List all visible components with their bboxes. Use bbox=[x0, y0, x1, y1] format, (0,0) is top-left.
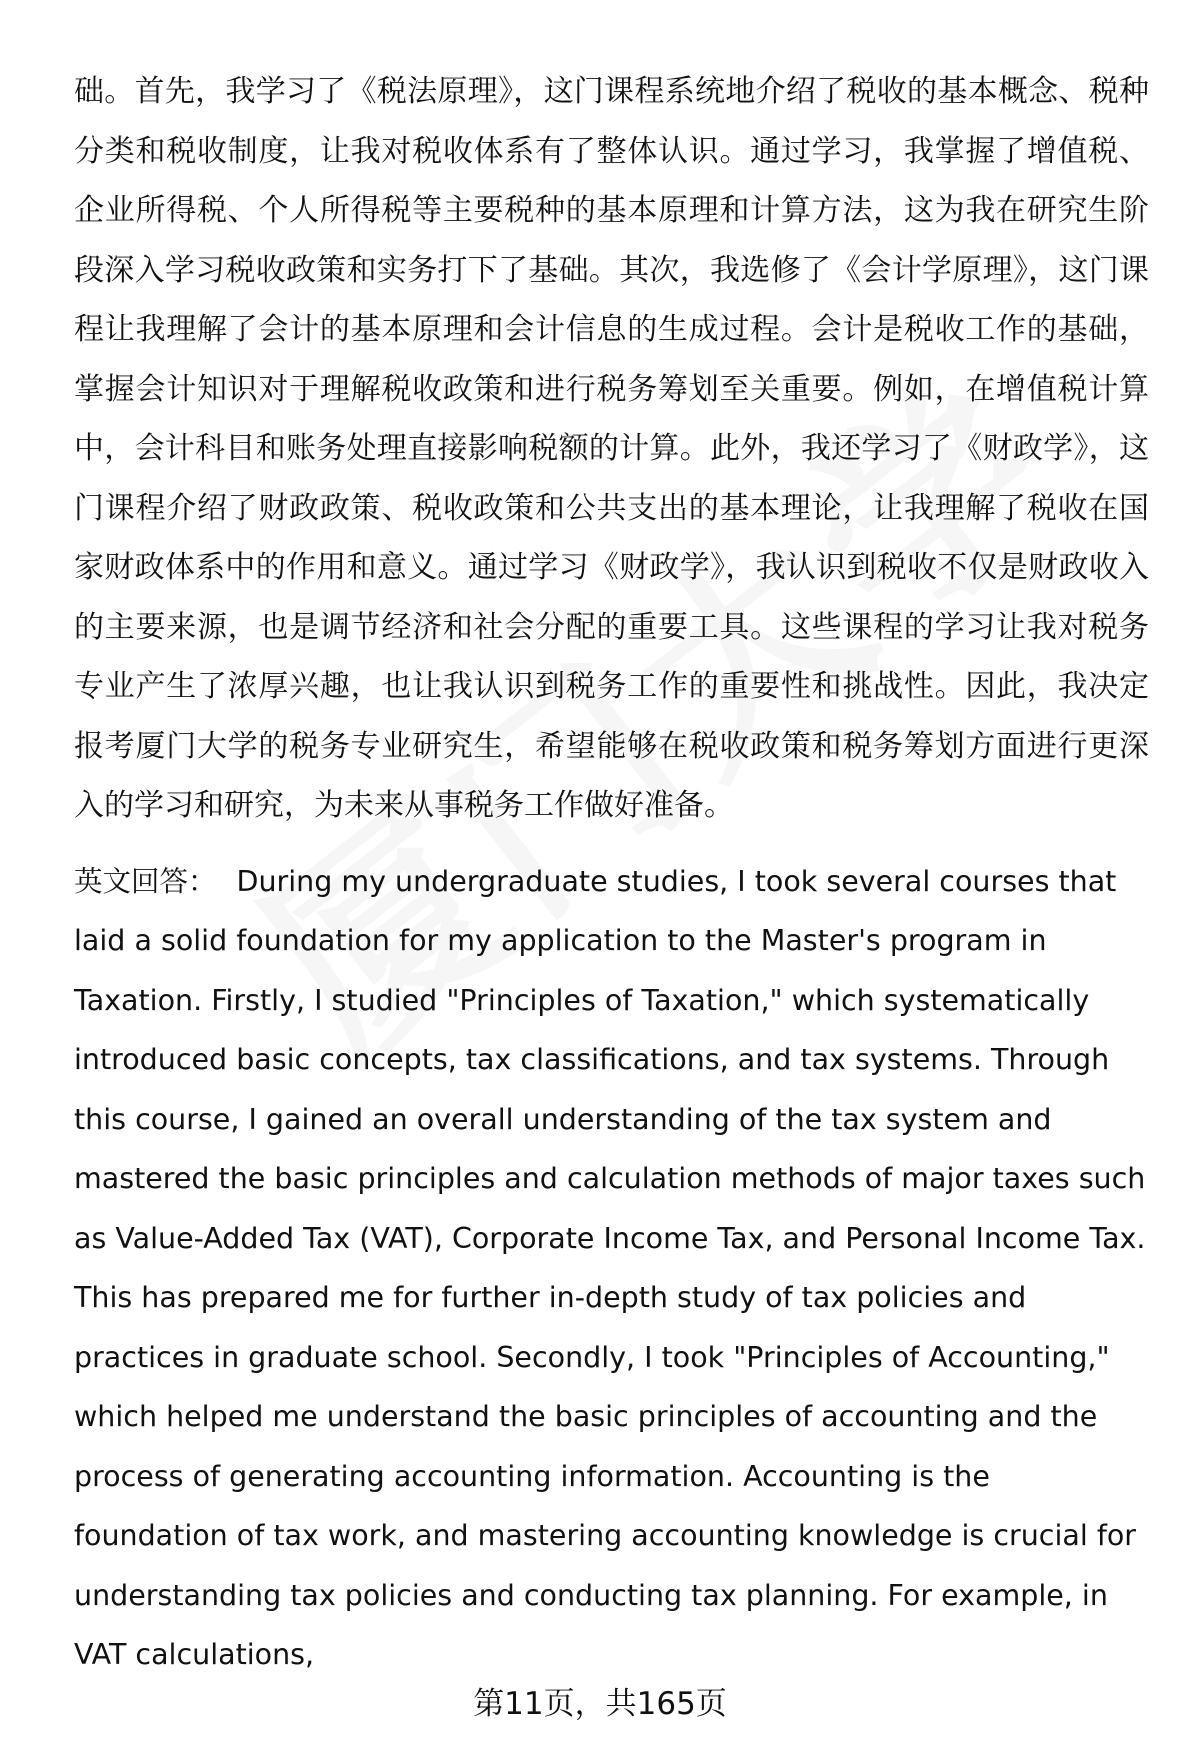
english-answer-paragraph bbox=[74, 852, 1149, 1685]
document-body bbox=[74, 62, 1149, 1685]
english-answer-text: During my undergraduate studies, I took several courses that laid a solid foundation for my application to the Master's program in Taxation. Firstly, I studied "Principles of Taxation," which systematically introduced basic concepts, tax classifications, and tax systems. Through this course, I gained an overall understanding of the tax system and mastered the basic principles and calculation methods of major taxes such as Value-Added Tax (VAT), Corporate Income Tax, and Personal Income Tax. This has prepared me for further in-depth study of tax policies and practices in graduate school. Secondly, I took "Principles of Accounting," which helped me understand the basic principles of accounting and the process of generating accounting information. Accounting is the foundation of tax work, and mastering accounting knowledge is crucial for understanding tax policies and conducting tax planning. For example, in VAT calculations, bbox=[74, 864, 1146, 1671]
english-answer-label: 英文回答： bbox=[74, 864, 217, 898]
page-number-footer: 第11页，共165页 bbox=[473, 1686, 727, 1722]
chinese-answer-paragraph: 础。首先，我学习了《税法原理》，这门课程系统地介绍了税收的基本概念、税种分类和税收制度，让我对税收体系有了整体认识。通过学习，我掌握了增值税、企业所得税、个人所得税等主要税种的基本原理和计算方法，这为我在研究生阶段深入学习税收政策和实务打下了基础。其次，我选修了《会计学原理》，这门课程让我理解了会计的基本原理和会计信息的生成过程。会计是税收工作的基础，掌握会计知识对于理解税收政策和进行税务筹划至关重要。例如，在增值税计算中，会计科目和账务处理直接影响税额的计算。此外，我还学习了《财政学》，这门课程介绍了财政政策、税收政策和公共支出的基本理论，让我理解了税收在国家财政体系中的作用和意义。通过学习《财政学》，我认识到税收不仅是财政收入的主要来源，也是调节经济和社会分配的重要工具。这些课程的学习让我对税务专业产生了浓厚兴趣，也让我认识到税务工作的重要性和挑战性。因此，我决定报考厦门大学的税务专业研究生，希望能够在税收政策和税务筹划方面进行更深入的学习和研究，为未来从事税务工作做好准备。 bbox=[74, 74, 1149, 823]
